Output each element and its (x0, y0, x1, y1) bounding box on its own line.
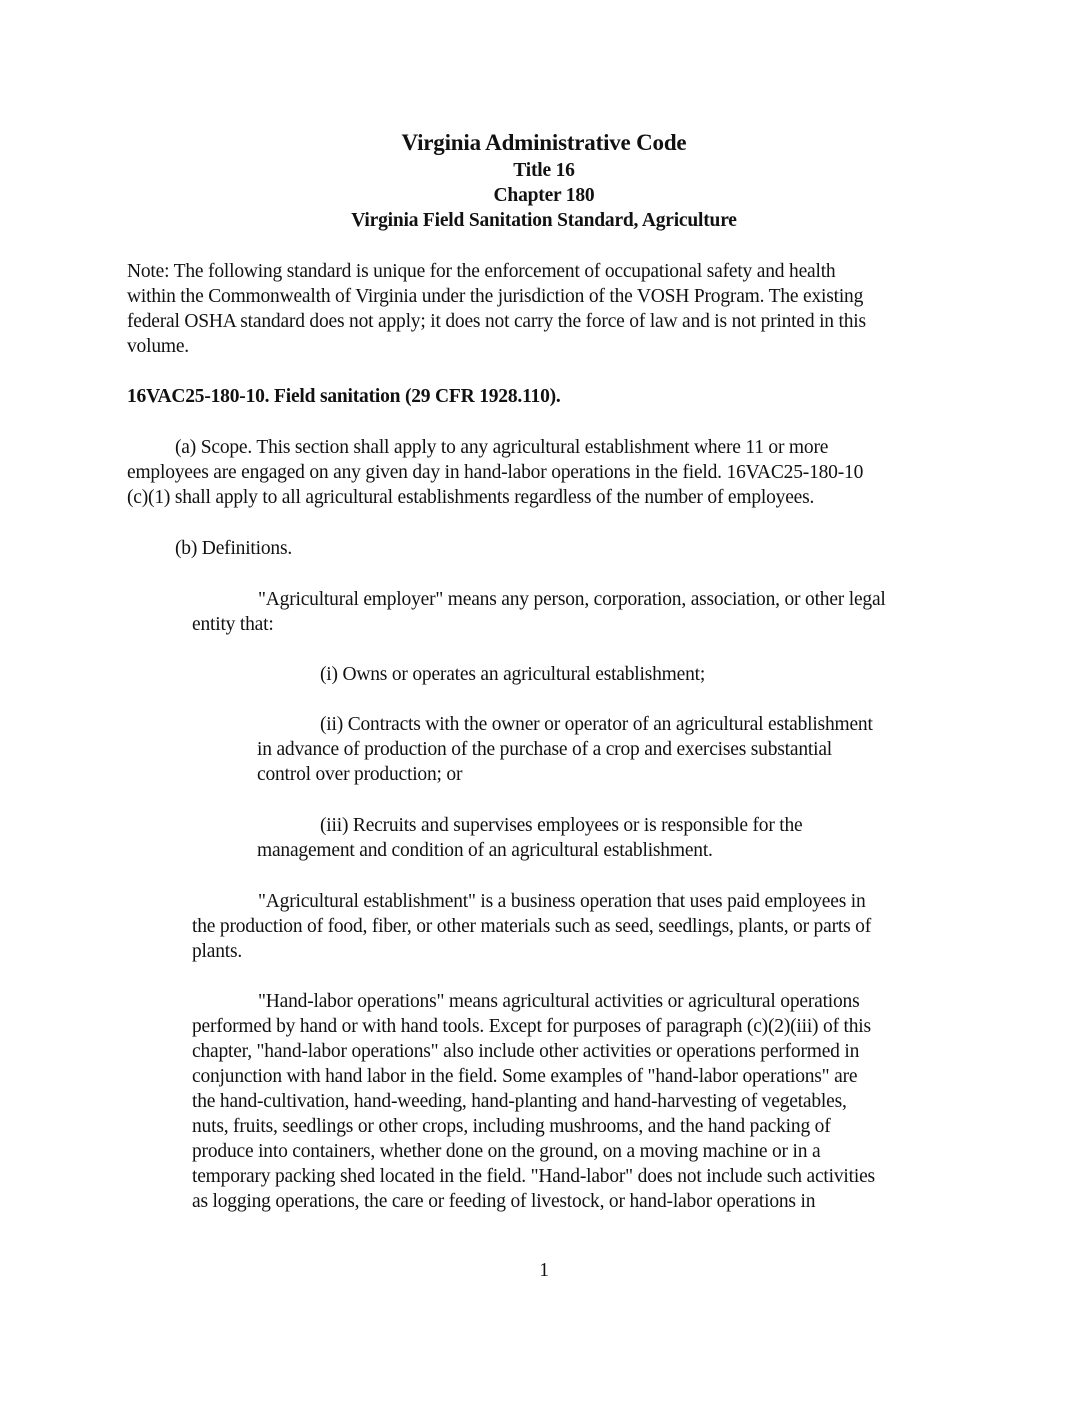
page-number: 1 (539, 1260, 549, 1281)
chapter-number: Chapter 180 (493, 185, 595, 206)
scope-line: employees are engaged on any given day in hand-labor operations in the field. 16VAC25-180-10 (127, 462, 864, 483)
definition-line: performed by hand or with hand tools. Except for purposes of paragraph (c)(2)(iii) of this (192, 1016, 871, 1037)
scope-line: (c)(1) shall apply to all agricultural establishments regardless of the number of employees. (127, 487, 815, 508)
chapter-title: Virginia Field Sanitation Standard, Agriculture (351, 210, 737, 231)
definition-line: as logging operations, the care or feeding of livestock, or hand-labor operations in (192, 1191, 816, 1212)
definition-line: the production of food, fiber, or other materials such as seed, seedlings, plants, or parts of (192, 916, 871, 937)
definition-line: temporary packing shed located in the field. "Hand-labor" does not include such activities (192, 1166, 875, 1187)
definition-line: the hand-cultivation, hand-weeding, hand-planting and hand-harvesting of vegetables, (192, 1091, 847, 1112)
scope-line: (a) Scope. This section shall apply to any agricultural establishment where 11 or more (175, 437, 829, 458)
definition-line: chapter, "hand-labor operations" also include other activities or operations performed in (192, 1041, 860, 1062)
list-item-line: (ii) Contracts with the owner or operator of an agricultural establishment (320, 714, 873, 735)
definition-line: nuts, fruits, seedlings or other crops, including mushrooms, and the hand packing of (192, 1116, 831, 1137)
note-line: Note: The following standard is unique for the enforcement of occupational safety and health (127, 261, 836, 282)
section-heading: 16VAC25-180-10. Field sanitation (29 CFR 1928.110). (127, 386, 561, 407)
list-item-line: control over production; or (257, 764, 463, 785)
note-line: within the Commonwealth of Virginia under the jurisdiction of the VOSH Program. The existing (127, 286, 864, 307)
definition-line: produce into containers, whether done on the ground, on a moving machine or in a (192, 1141, 821, 1162)
definition-line: plants. (192, 941, 243, 962)
note-line: federal OSHA standard does not apply; it does not carry the force of law and is not printed in this (127, 311, 866, 332)
definitions-heading: (b) Definitions. (175, 538, 293, 559)
document-title: Virginia Administrative Code (401, 130, 687, 155)
definition-line: entity that: (192, 614, 274, 635)
definition-line: "Hand-labor operations" means agricultural activities or agricultural operations (258, 991, 860, 1012)
definition-line: "Agricultural employer" means any person, corporation, association, or other legal (258, 589, 886, 610)
definition-line: "Agricultural establishment" is a business operation that uses paid employees in (258, 891, 866, 912)
list-item-line: (iii) Recruits and supervises employees or is responsible for the (320, 815, 803, 836)
title-number: Title 16 (513, 160, 575, 181)
list-item-line: management and condition of an agricultural establishment. (257, 840, 713, 861)
list-item-i: (i) Owns or operates an agricultural establishment; (320, 664, 706, 685)
definition-line: conjunction with hand labor in the field. Some examples of "hand-labor operations" are (192, 1066, 858, 1087)
note-line: volume. (127, 336, 189, 357)
list-item-line: in advance of production of the purchase of a crop and exercises substantial (257, 739, 832, 760)
